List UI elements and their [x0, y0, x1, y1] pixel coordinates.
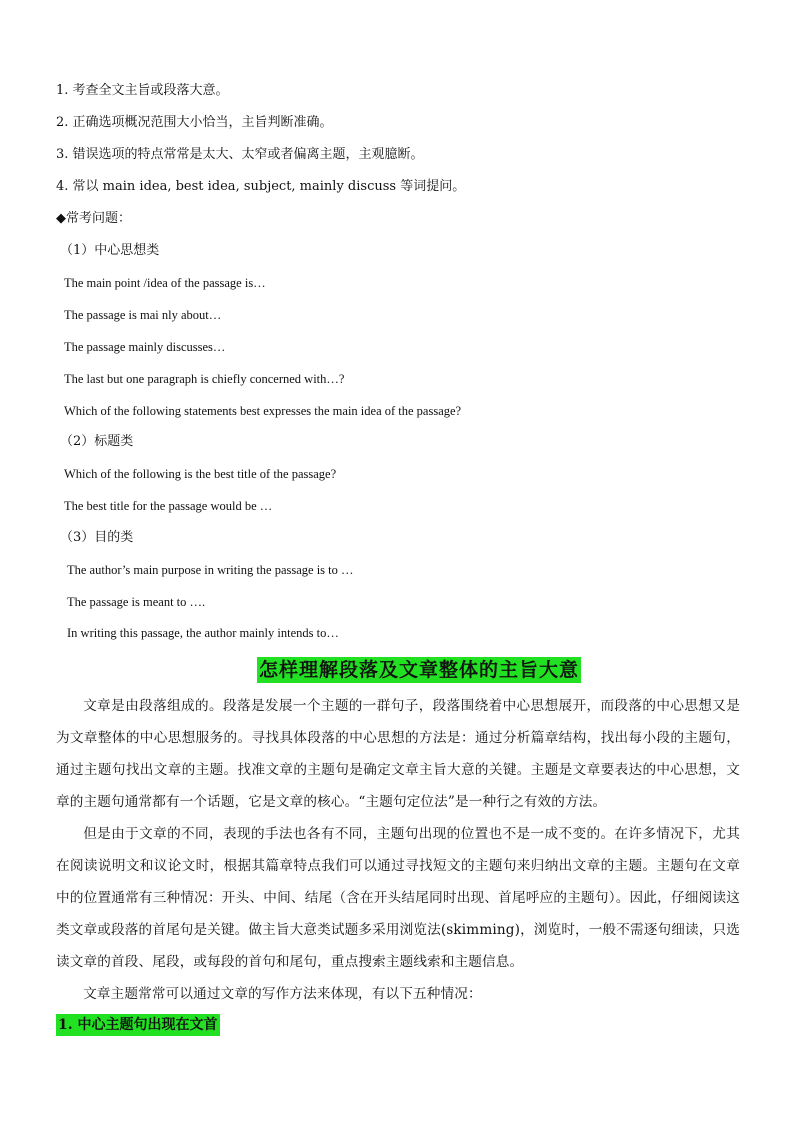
category-purpose-label: （3）目的类 — [60, 530, 134, 545]
question-item: The author’s main purpose in writing the passage is to … — [67, 563, 354, 577]
question-item: The best title for the passage would be … — [64, 499, 273, 513]
point-4: 4. 常以 main idea, best idea, subject, mainly discuss 等词提问。 — [56, 179, 466, 194]
point-3: 3. 错误选项的特点常常是太大、太窄或者偏离主题，主观臆断。 — [56, 147, 424, 162]
category-main-idea-label: （1）中心思想类 — [60, 243, 160, 258]
question-item: The main point /idea of the passage is… — [64, 276, 266, 290]
question-item: Which of the following is the best title of the passage? — [64, 467, 337, 481]
question-item: The passage mainly discusses… — [64, 340, 226, 354]
sub-heading: 1. 中心主题句出现在文首 — [56, 1014, 220, 1036]
point-2: 2. 正确选项概况范围大小恰当，主旨判断准确。 — [56, 115, 333, 130]
paragraph-2: 但是由于文章的不同，表现的手法也各有不同，主题句出现的位置也不是一成不变的。在许多情况下，尤其在阅读说明文和议论文时，根据其篇章特点我们可以通过寻找短文的主题句来归纳出文章的主题。主题句在文章中的位置通常有三种情况：开头、中间、结尾（含在开头结尾同时出现、首尾呼应的主题句）。因此，仔细阅读这类文章或段落的首尾句是关键。做主旨大意类试题多采用浏览法(skimming)，浏览时，一般不需逐句细读，只选读文章的首段、尾段，或每段的首句和尾句，重点搜索主题线索和主题信息。 — [56, 826, 740, 970]
category-title-label: （2）标题类 — [60, 434, 134, 449]
question-item: The passage is meant to …. — [67, 595, 206, 609]
point-1: 1. 考查全文主旨或段落大意。 — [56, 83, 229, 98]
paragraph-3: 文章主题常常可以通过文章的写作方法来体现，有以下五种情况： — [83, 986, 482, 1002]
question-item: In writing this passage, the author mainly intends to… — [67, 626, 339, 640]
section-heading: 怎样理解段落及文章整体的主旨大意 — [259, 659, 580, 681]
common-questions-label: ◆常考问题： — [56, 211, 131, 226]
question-item: The last but one paragraph is chiefly concerned with…? — [64, 372, 345, 386]
question-item: The passage is mai nly about… — [64, 308, 222, 322]
paragraph-1: 文章是由段落组成的。段落是发展一个主题的一群句子，段落围绕着中心思想展开，而段落的中心思想又是为文章整体的中心思想服务的。寻找具体段落的中心思想的方法是：通过分析篇章结构，找出每小段的主题句，通过主题句找出文章的主题。找准文章的主题句是确定文章主旨大意的关键。主题是文章要表达的中心思想，文章的主题句通常都有一个话题，它是文章的核心。“主题句定位法”是一种行之有效的方法。 — [56, 698, 740, 810]
question-item: Which of the following statements best expresses the main idea of the passage? — [64, 404, 462, 418]
